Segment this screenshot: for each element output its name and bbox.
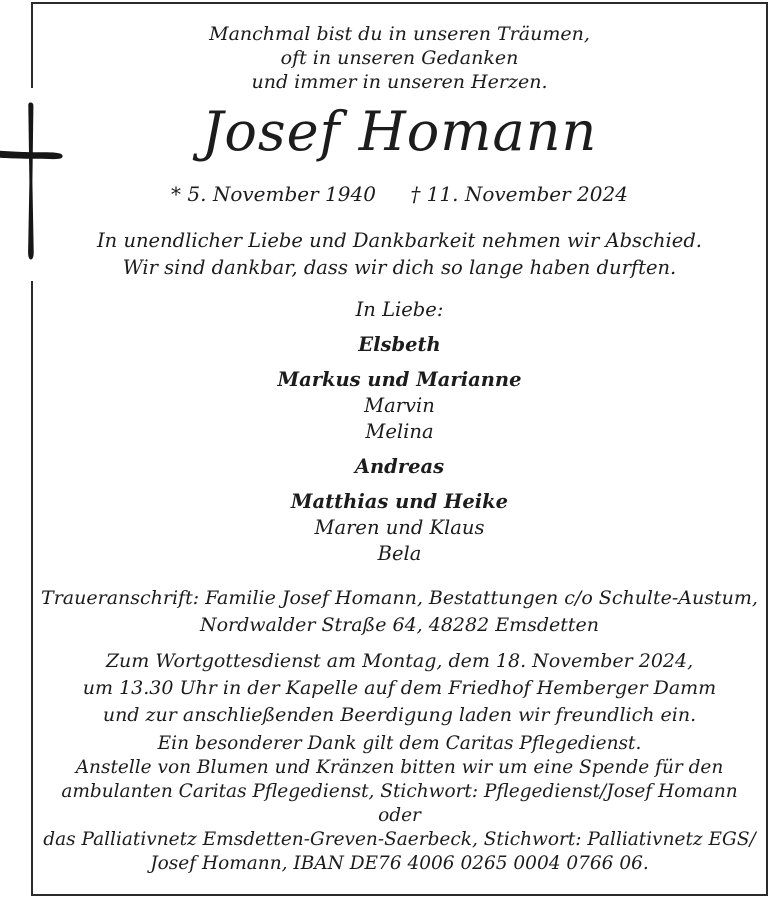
thanks-and-donations — [31, 732, 768, 876]
mourner-name: Maren und Klaus — [314, 516, 485, 539]
farewell-line: Wir sind dankbar, dass wir dich so lange haben durften. — [122, 256, 677, 279]
epigraph-line: Manchmal bist du in unseren Träumen, — [209, 23, 590, 45]
in-love-label: In Liebe: — [355, 298, 444, 321]
mourner-name: Markus und Marianne — [277, 368, 522, 391]
mourner-name: Elsbeth — [358, 333, 441, 356]
mourner-name: Bela — [377, 542, 422, 565]
address-line: Traueranschrift: Familie Josef Homann, Bestattungen c/o Schulte-Austum, — [41, 587, 758, 609]
epigraph-line: oft in unseren Gedanken — [280, 47, 519, 69]
farewell-line: In unendlicher Liebe und Dankbarkeit nehmen wir Abschied. — [96, 229, 702, 252]
mourners-list — [31, 332, 768, 567]
thanks-line: Anstelle von Blumen und Kränzen bitten wir um eine Spende für den — [75, 757, 724, 778]
epigraph — [31, 22, 768, 94]
service-line: Zum Wortgottesdienst am Montag, dem 18. November 2024, — [105, 650, 694, 672]
thanks-line: das Palliativnetz Emsdetten-Greven-Saerbeck, Stichwort: Palliativnetz EGS/ — [43, 829, 756, 850]
life-dates — [31, 182, 768, 206]
thanks-line: oder — [378, 805, 421, 826]
death-date: † 11. November 2024 — [410, 182, 628, 206]
mourning-address — [31, 585, 768, 639]
notice-content — [31, 0, 768, 900]
mourner-name: Marvin — [364, 394, 435, 417]
mourner-name: Melina — [365, 420, 434, 443]
service-line: und zur anschließenden Beerdigung laden wir freundlich ein. — [102, 704, 697, 726]
mourner-name: Matthias und Heike — [290, 490, 509, 513]
funeral-service-info — [31, 648, 768, 729]
deceased-name: Josef Homann — [201, 100, 598, 163]
birth-date: * 5. November 1940 — [171, 182, 376, 206]
service-line: um 13.30 Uhr in der Kapelle auf dem Friedhof Hemberger Damm — [82, 677, 717, 699]
epigraph-line: und immer in unseren Herzen. — [251, 71, 548, 93]
thanks-line: Ein besonderer Dank gilt dem Caritas Pflegedienst. — [157, 733, 642, 754]
address-line: Nordwalder Straße 64, 48282 Emsdetten — [199, 614, 600, 636]
thanks-line: Josef Homann, IBAN DE76 4006 0265 0004 0766 06. — [150, 853, 649, 874]
mourner-name: Andreas — [354, 455, 445, 478]
farewell-text — [31, 227, 768, 281]
thanks-line: ambulanten Caritas Pflegedienst, Stichwort: Pflegedienst/Josef Homann — [61, 781, 738, 802]
